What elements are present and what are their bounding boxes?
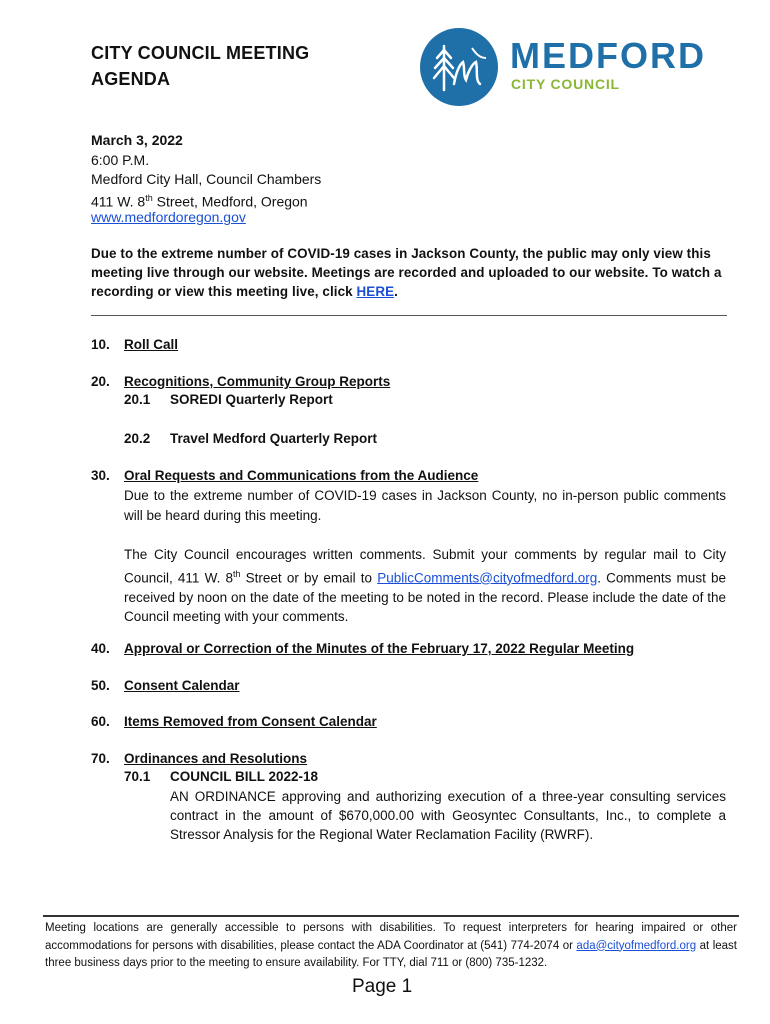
website-link[interactable]: www.medfordoregon.gov	[91, 209, 246, 225]
divider	[91, 315, 727, 316]
item-roll-call: Roll Call	[124, 337, 179, 352]
subitem-council-bill: COUNCIL BILL 2022-18	[170, 769, 319, 784]
page-number: Page 1	[352, 976, 413, 997]
item-ordinances: Ordinances and Resolutions	[124, 751, 308, 766]
oral-requests-para-1: Due to the extreme number of COVID-19 cases in Jackson County, no in-person public comments will be heard during this meeting.	[124, 488, 726, 523]
public-comments-email-link[interactable]: PublicComments@cityofmedford.org	[377, 570, 598, 585]
title-line-1: CITY COUNCIL MEETING	[91, 43, 310, 63]
item-number: 30.	[91, 468, 110, 483]
subitem-number: 20.1	[124, 392, 151, 407]
item-consent-calendar: Consent Calendar	[124, 678, 240, 693]
item-recognitions: Recognitions, Community Group Reports	[124, 374, 391, 389]
logo-subtitle: CITY COUNCIL	[511, 76, 620, 92]
covid-notice	[91, 245, 727, 301]
item-number: 70.	[91, 751, 110, 766]
council-bill-text: AN ORDINANCE approving and authorizing execution of a three-year consulting services contract in the amount of $670,000.00 with Geosyntec Consultants, Inc., to complete a Stressor Analysis for the Regional Water Reclamation Facility (RWRF).	[170, 789, 726, 842]
page-title	[91, 40, 309, 92]
para2-c: . Comments must be received by noon on the date of the meeting to be noted in the record. Please include the date of the Council meeting with your comments.	[124, 570, 726, 624]
item-number: 60.	[91, 714, 110, 729]
logo-wordmark: MEDFORD	[510, 35, 706, 76]
para2-a: The City Council encourages written comments. Submit your comments by regular mail to City Council, 411 W. 8	[124, 547, 726, 585]
subitem-travel-medford: Travel Medford Quarterly Report	[170, 431, 378, 446]
address-sup: th	[145, 193, 153, 203]
footer-text-a: Meeting locations are generally accessible to persons with disabilities. To request interpreters for hearing impaired or other accommodations for persons with disabilities, please contact the ADA Coordinator at (541) 774-2074 or	[45, 922, 737, 952]
here-link[interactable]: HERE	[356, 283, 395, 299]
address-suffix: Street, Medford, Oregon	[152, 193, 308, 210]
footer-divider	[43, 915, 739, 917]
item-number: 20.	[91, 374, 110, 389]
footer-text-b: at least three business days prior to the meeting to ensure availability. For TTY, dial 711 or (800) 735-1232.	[45, 939, 737, 970]
meeting-time: 6:00 P.M.	[91, 152, 150, 168]
website-row	[91, 208, 246, 228]
para2-b: Street or by email to	[240, 570, 378, 585]
item-number: 50.	[91, 678, 110, 693]
subitem-number: 20.2	[124, 431, 151, 446]
item-oral-requests: Oral Requests and Communications from the Audience	[124, 468, 479, 483]
item-minutes: Approval or Correction of the Minutes of the February 17, 2022 Regular Meeting	[124, 641, 635, 656]
title-line-2: AGENDA	[91, 69, 171, 89]
item-removed-consent: Items Removed from Consent Calendar	[124, 714, 377, 729]
ada-email-link[interactable]: ada@cityofmedford.org	[576, 939, 697, 952]
meeting-date: March 3, 2022	[91, 132, 183, 148]
notice-end: .	[394, 283, 398, 299]
address-prefix: 411 W. 8	[91, 193, 146, 210]
subitem-number: 70.1	[124, 769, 151, 784]
subitem-soredi: SOREDI Quarterly Report	[170, 392, 333, 407]
oral-requests-para-2	[124, 545, 726, 627]
medford-logo-icon	[420, 28, 498, 106]
meeting-venue: Medford City Hall, Council Chambers	[91, 171, 322, 187]
notice-text: Due to the extreme number of COVID-19 cases in Jackson County, the public may only view this meeting live through our website. Meetings are recorded and uploaded to our website. To watch a recording or view this meeting live, click	[91, 246, 722, 299]
item-number: 40.	[91, 641, 110, 656]
item-number: 10.	[91, 337, 110, 352]
footer-accessibility	[45, 920, 737, 973]
para2-sup: th	[233, 568, 241, 579]
